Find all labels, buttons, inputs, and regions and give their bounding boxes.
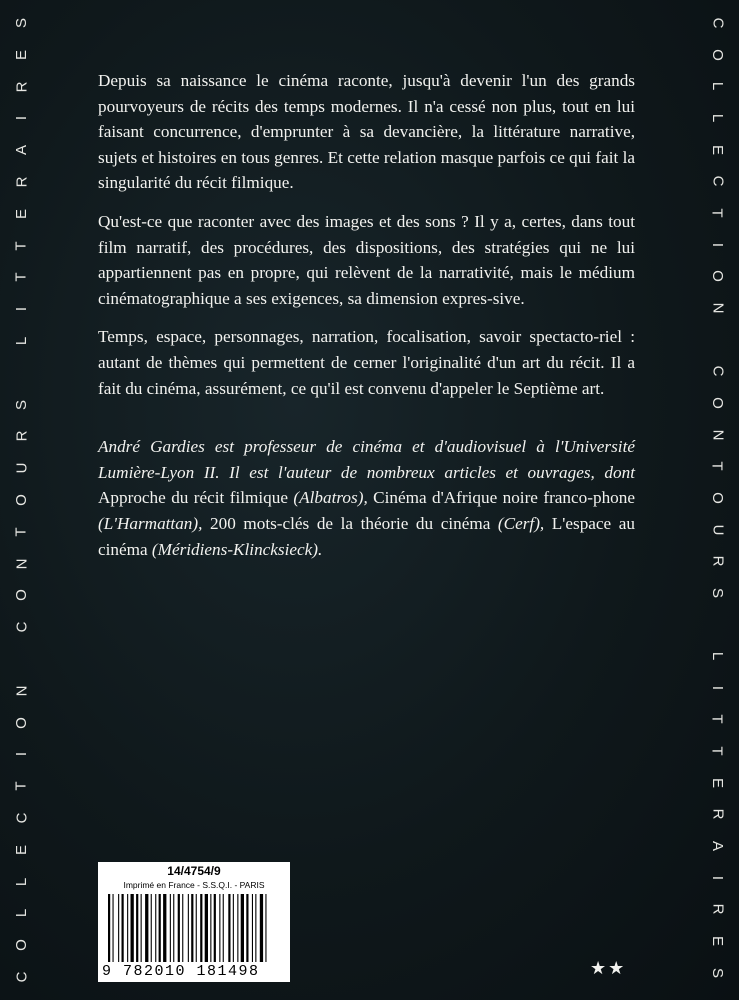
spine-letter: R (709, 808, 726, 820)
spine-letter: S (12, 399, 30, 410)
spine-letter: L (709, 113, 726, 123)
spine-text-left (4, 0, 40, 1000)
spine-letter: C (13, 971, 30, 983)
spine-letter: T (708, 714, 726, 725)
spine-letter: L (709, 82, 726, 91)
spine-letter: T (12, 240, 30, 251)
spine-letter: A (12, 145, 30, 156)
spine-letter: N (13, 558, 30, 569)
spine-letter: E (708, 144, 726, 155)
star-rating: ★★ (590, 958, 627, 979)
spine-letter: U (13, 462, 30, 474)
spine-letter: I (708, 685, 726, 690)
spine-letter: O (708, 48, 726, 61)
spine-letter: I (12, 752, 30, 757)
spine-letter: O (12, 939, 30, 951)
publisher-4: (Méridiens-Klincksieck). (147, 539, 323, 559)
spine-letter: E (708, 777, 726, 788)
spine-letter: O (12, 589, 30, 602)
paragraph-2: Qu'est-ce que raconter avec des images et des sons ? Il y a, certes, dans tout film narratif, des procédures, des dispositions, des stratégies qui ne lui appartiennent pas en propre, qui relèvent de la narrativité, mais le médium cinématographique a ses exigences, sa dimension expres-sive. (98, 211, 635, 308)
spine-letter: A (708, 841, 726, 852)
publisher-1: (Albatros), (288, 488, 374, 508)
publisher-3: (Cerf), (490, 513, 552, 533)
spine-letter: R (13, 81, 30, 93)
spine-letter: I (708, 242, 726, 247)
spine-letter (708, 622, 726, 626)
spine-letter: C (709, 365, 726, 377)
spine-letter: N (13, 685, 30, 697)
book-title-4: L'espace au cinéma (98, 513, 635, 559)
spine-letter: E (12, 49, 30, 60)
spine-letter: R (13, 176, 30, 188)
spine-letter: E (12, 844, 30, 855)
spine-letter: L (709, 651, 726, 661)
spine-letter: U (709, 524, 726, 535)
spine-letter: S (708, 587, 726, 598)
book-title-1: Approche du récit filmique (98, 488, 288, 508)
spine-letter: O (708, 397, 726, 409)
barcode-label (98, 862, 290, 982)
spine-letter: C (13, 621, 30, 633)
spine-letter (13, 371, 31, 375)
paragraph-1: Depuis sa naissance le cinéma raconte, jusqu'à devenir l'un des grands pourvoyeurs de récits des temps modernes. Il n'a cessé non plus, tout en lui faisant concurrence, d'emprunter à sa devancière, la littérature narrative, sujets et histoires en tous genres. Et cette relation masque parfois ce qui fait la singularité du récit filmique. (98, 71, 635, 193)
spine-letter: I (12, 116, 30, 121)
spine-letter: E (708, 936, 726, 947)
spine-text-right (699, 0, 735, 1000)
spine-letter: E (12, 208, 30, 219)
spine-letter: L (13, 909, 30, 918)
spine-letter (708, 337, 726, 341)
spine-letter: C (709, 175, 726, 187)
printer-line: Imprimé en France - S.S.Q.I. - PARIS (123, 880, 265, 890)
spine-letter: R (13, 430, 30, 442)
spine-letter: R (709, 903, 726, 915)
spine-letter: T (12, 781, 30, 791)
spine-letter: O (12, 716, 30, 729)
barcode-digits: 9 782010 181498 (102, 963, 260, 980)
label-code: 14/4754/9 (167, 864, 221, 878)
spine-letter: T (12, 272, 30, 282)
spine-letter: C (13, 812, 30, 824)
spine-letter: R (709, 555, 726, 567)
barcode-icon (108, 894, 280, 962)
book-title-2: Cinéma d'Afrique noire franco-phone (373, 488, 635, 508)
spine-letter: C (709, 17, 726, 29)
spine-letter: L (13, 877, 30, 886)
spine-letter: S (12, 17, 30, 29)
bio-intro: André Gardies est professeur de cinéma et d'audiovisuel à l'Université Lumière-Lyon II. Il est l'auteur de nombreux articles et ouvrages, dont (98, 437, 635, 482)
back-cover-text (98, 68, 635, 575)
spine-letter: T (708, 746, 726, 756)
spine-letter: O (708, 492, 726, 504)
paragraph-3: Temps, espace, personnages, narration, focalisation, savoir spectacto-riel : autant de thèmes qui permettent de cerner l'originalité d'un art du récit. Il a fait du cinéma, assurément, ce qu'il est convenu d'appeler le Septième art. (98, 327, 635, 398)
spine-letter: S (708, 967, 726, 978)
spine-letter: T (708, 208, 726, 218)
spine-letter: N (709, 429, 726, 440)
book-title-3: 200 mots-clés de la théorie du cinéma (210, 513, 491, 533)
spine-letter: N (709, 302, 726, 314)
spine-letter: I (12, 307, 30, 312)
spine-letter: I (708, 875, 726, 880)
author-bio (98, 434, 635, 562)
spine-letter: L (13, 336, 30, 346)
spine-letter: O (708, 270, 726, 283)
spine-letter: T (12, 527, 30, 537)
spine-letter: T (708, 461, 726, 471)
spine-letter: O (12, 494, 30, 506)
publisher-2: (L'Harmattan), (98, 513, 211, 533)
spine-letter (13, 657, 31, 661)
